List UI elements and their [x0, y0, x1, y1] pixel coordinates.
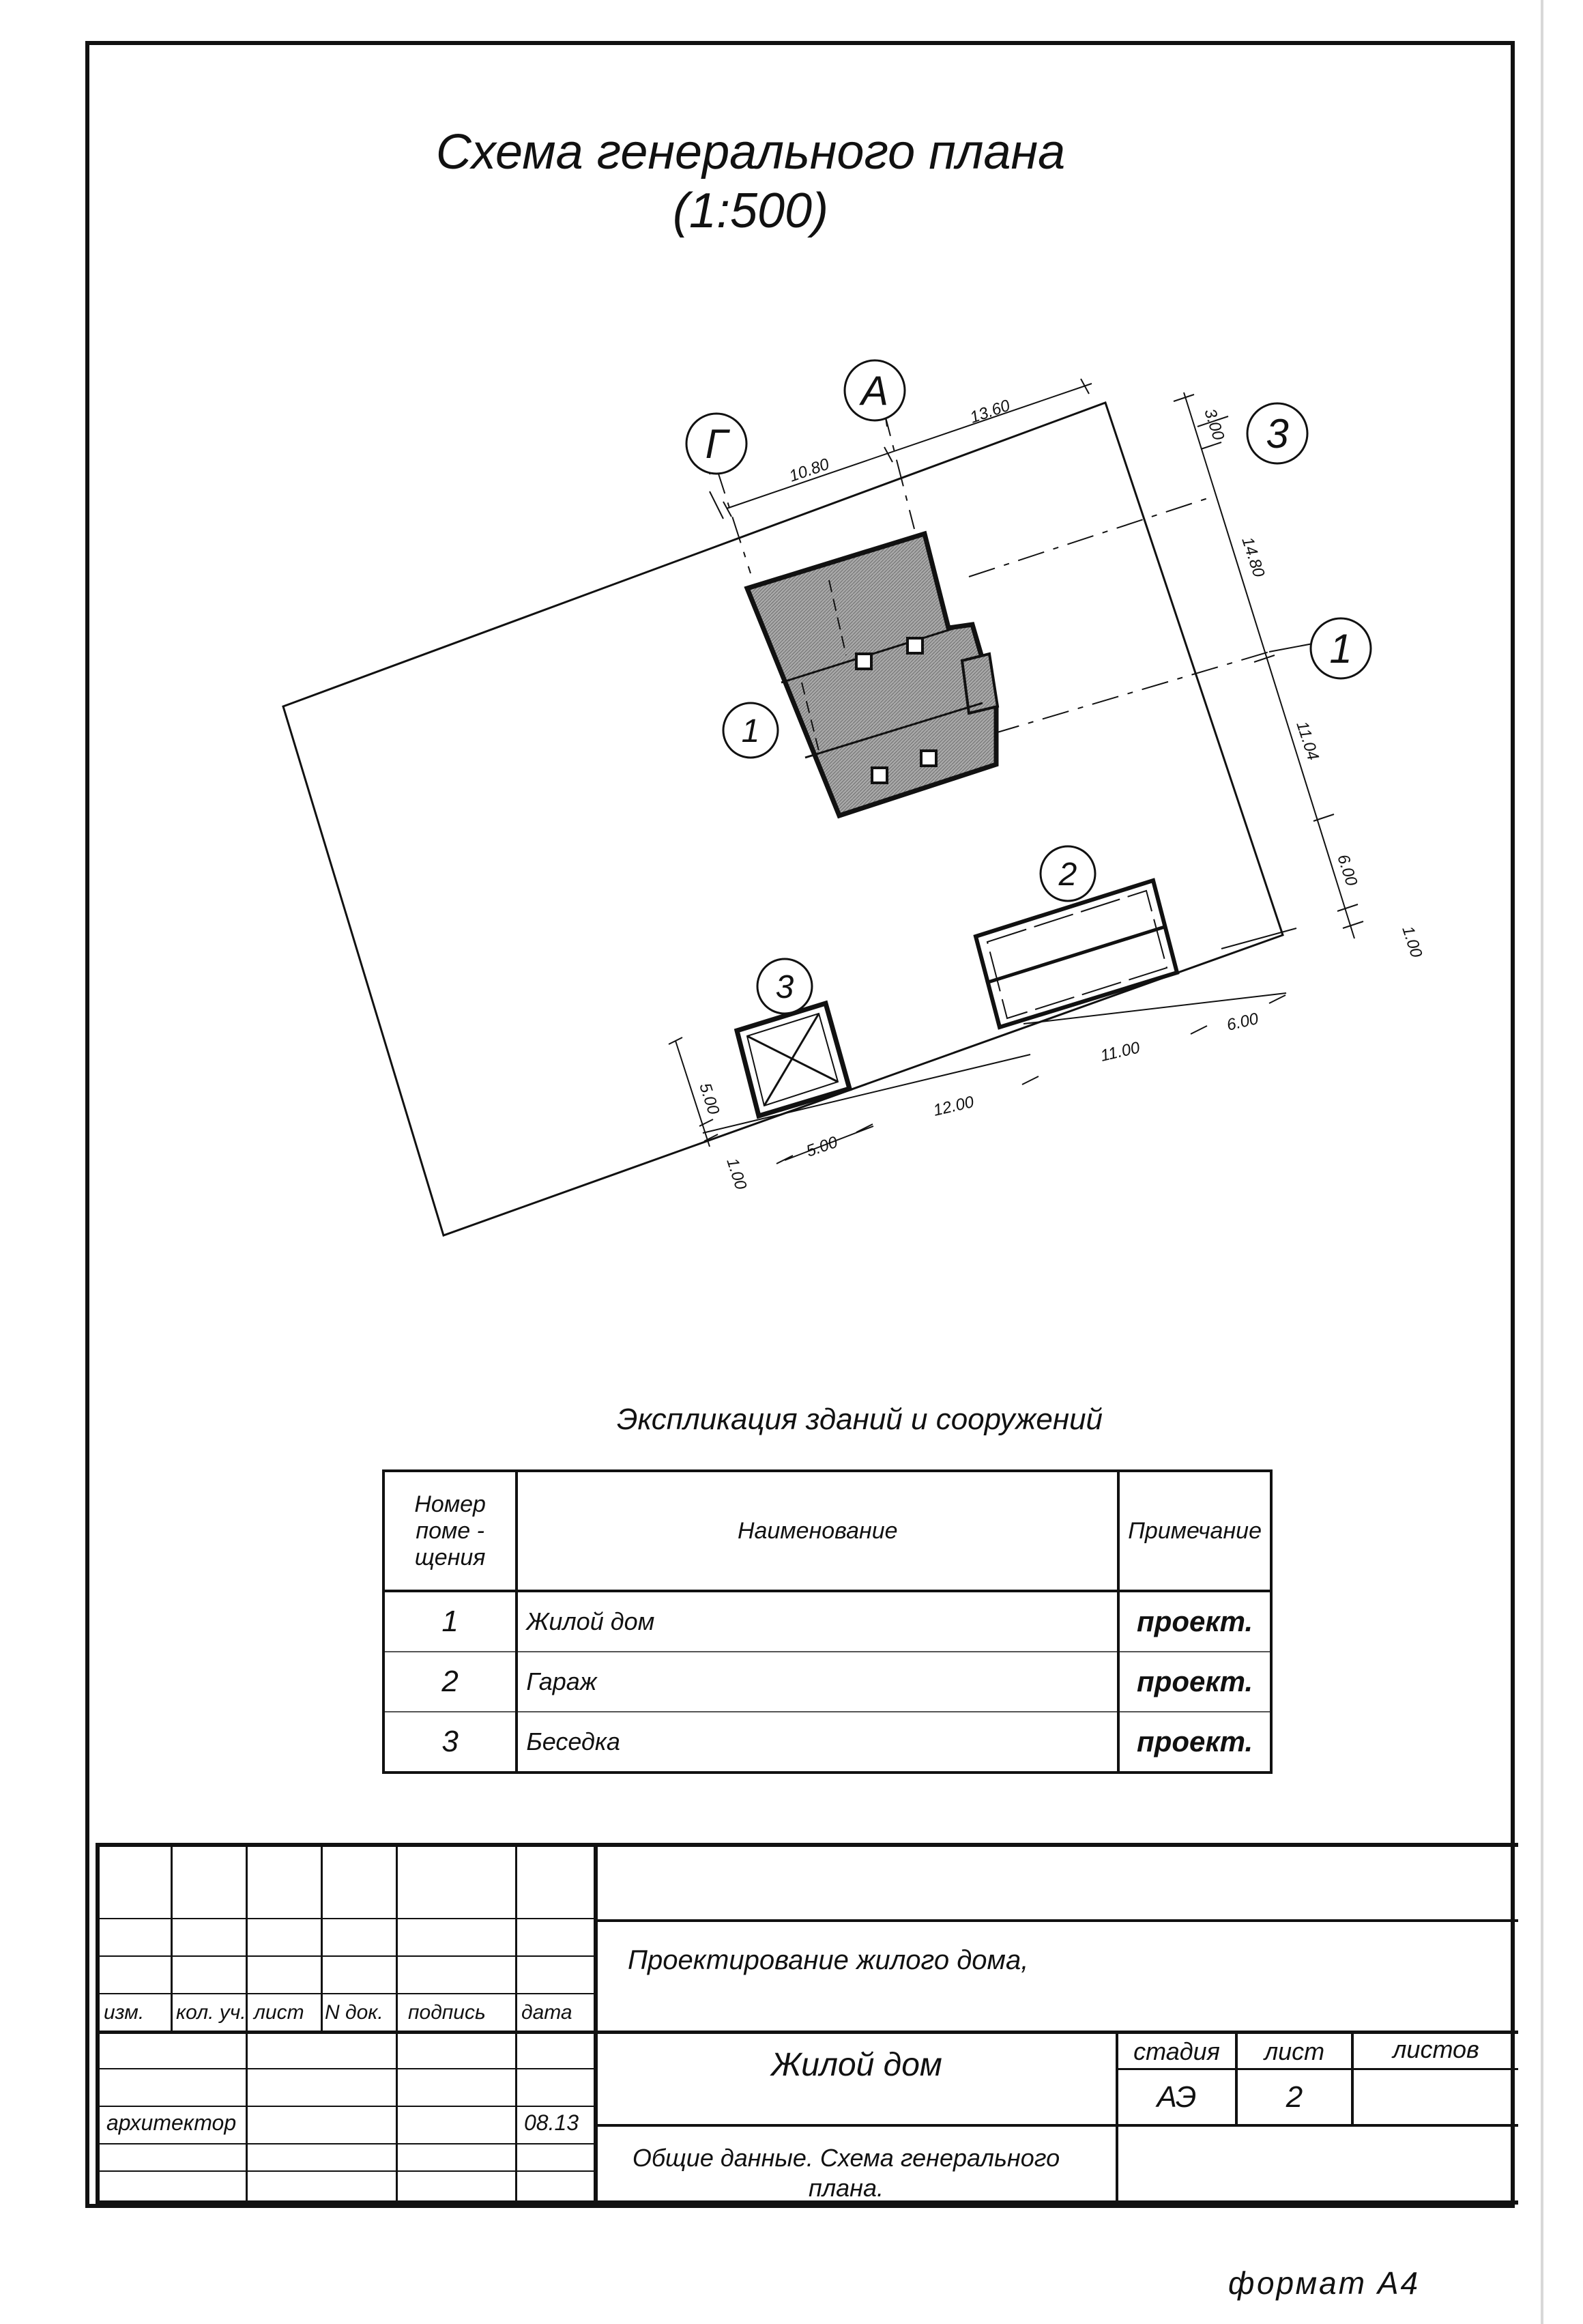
row-number: 3	[383, 1712, 517, 1773]
col-header-list: лист	[254, 2001, 304, 2024]
marker-label-1: 1	[741, 713, 760, 749]
project-name: Проектирование жилого дома,	[628, 1945, 1029, 1975]
title-line-1: Схема генерального плана	[435, 125, 1066, 180]
dimension-lines	[669, 379, 1363, 1164]
title-block	[96, 1843, 1518, 2205]
building-3-gazebo	[737, 1003, 849, 1116]
sheet-label: лист	[1264, 2037, 1325, 2065]
table-row	[383, 1712, 1271, 1773]
header-name: Наименование	[517, 1471, 1118, 1591]
row-note: проект.	[1118, 1591, 1271, 1652]
row-number: 1	[383, 1591, 517, 1652]
marker-label-2: 2	[1058, 857, 1077, 893]
sheets-label: листов	[1393, 2035, 1479, 2063]
dim-10-80: 10.80	[787, 455, 832, 486]
header-number: Номер поме - щения	[383, 1471, 517, 1591]
dim-1-00-top: 1.00	[1398, 923, 1426, 960]
explication-title: Экспликация зданий и сооружений	[616, 1403, 1103, 1436]
table-row	[383, 1652, 1271, 1712]
row-note: проект.	[1118, 1712, 1271, 1773]
dim-11-04: 11.04	[1292, 719, 1322, 763]
row-number: 2	[383, 1652, 517, 1712]
axis-label-g: Г	[705, 421, 728, 467]
axis-label-3: 3	[1266, 411, 1289, 457]
dim-1-00-bottom: 1.00	[723, 1156, 751, 1192]
object-name: Жилой дом	[771, 2047, 942, 2083]
explication-header-row	[383, 1471, 1271, 1591]
sheet-title: Общие данные. Схема генерального плана.	[632, 2144, 1060, 2202]
paper-format: формат А4	[1228, 2265, 1421, 2301]
dim-14-80: 14.80	[1238, 534, 1268, 579]
axis-label-1: 1	[1329, 626, 1352, 672]
explication-table	[382, 1469, 1273, 1774]
dim-6-00-vertical: 6.00	[1333, 852, 1361, 889]
row-name: Беседка	[517, 1712, 1118, 1773]
col-header-izm: изм.	[104, 2001, 145, 2024]
dim-3-00: 3.00	[1200, 406, 1228, 443]
sheet-number: 2	[1286, 2080, 1303, 2114]
marker-label-3: 3	[775, 969, 794, 1005]
building-1-house	[747, 534, 998, 816]
dim-5-00-vertical: 5.00	[695, 1080, 723, 1117]
dim-5-00-horizontal: 5.00	[804, 1132, 841, 1161]
header-note: Примечание	[1118, 1471, 1271, 1591]
row-note: проект.	[1118, 1652, 1271, 1712]
title-scale: (1:500)	[672, 184, 829, 238]
col-header-n-dok: N док.	[325, 2001, 383, 2024]
col-header-kol-uch: кол. уч.	[176, 2001, 246, 2024]
col-header-podpis: подпись	[408, 2001, 486, 2024]
stage-label: стадия	[1133, 2037, 1220, 2065]
dim-12-00: 12.00	[931, 1093, 976, 1120]
role-architect: архитектор	[106, 2110, 237, 2135]
dim-11-00: 11.00	[1099, 1038, 1142, 1065]
dim-6-00-horizontal: 6.00	[1225, 1009, 1260, 1035]
approval-date: 08.13	[524, 2110, 579, 2135]
axis-label-a: А	[860, 368, 889, 414]
row-name: Гараж	[517, 1652, 1118, 1712]
col-header-data: дата	[521, 2001, 572, 2024]
building-2-garage	[976, 880, 1177, 1027]
dim-13-60: 13.60	[968, 396, 1013, 427]
table-row	[383, 1591, 1271, 1652]
stage-value: АЭ	[1157, 2080, 1197, 2114]
row-name: Жилой дом	[517, 1591, 1118, 1652]
